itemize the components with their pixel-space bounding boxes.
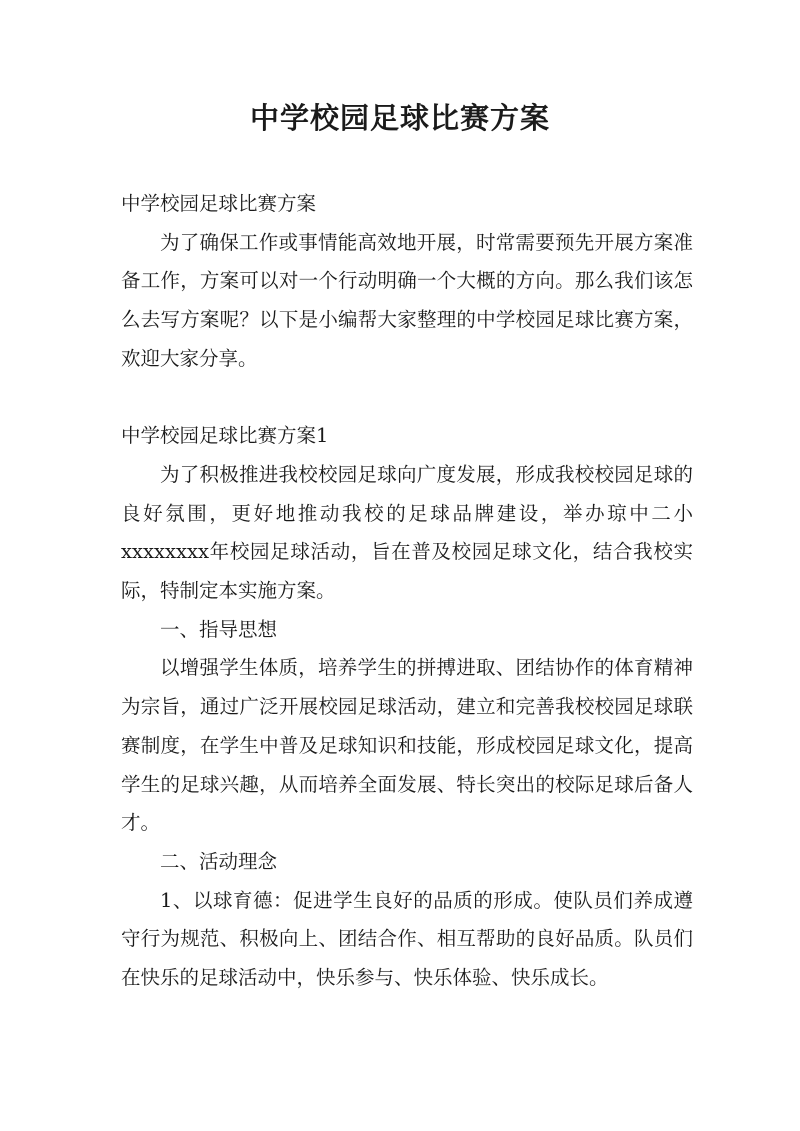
section1-paragraph: 为了积极推进我校校园足球向广度发展，形成我校校园足球的良好氛围，更好地推动我校的足球品牌建设，举办琼中二小xxxxxxxx年校园足球活动，旨在普及校园足球文化，结合我校实际，特制定本实施方案。 xyxy=(121,462,693,603)
intro-paragraph: 为了确保工作或事情能高效地开展，时常需要预先开展方案准备工作，方案可以对一个行动明确一个大概的方向。那么我们该怎么去写方案呢？以下是小编帮大家整理的中学校园足球比赛方案，欢迎大家分享。 xyxy=(121,230,693,370)
guiding-heading: 一、指导思想 xyxy=(160,617,278,641)
section1-heading: 中学校园足球比赛方案1 xyxy=(121,424,329,448)
guiding-paragraph: 以增强学生体质，培养学生的拼搏进取、团结协作的体育精神为宗旨，通过广泛开展校园足球活动，建立和完善我校校园足球联赛制度，在学生中普及足球知识和技能，形成校园足球文化，提高学生的足球兴趣，从而培养全面发展、特长突出的校际足球后备人才。 xyxy=(121,656,693,835)
paragraph-spacer xyxy=(121,379,693,418)
document-title: 中学校园足球比赛方案 xyxy=(249,101,550,135)
concept-item-1: 1、以球育德：促进学生良好的品质的形成。使队员们养成遵守行为规范、积极向上、团结合作、相互帮助的良好品质。队员们在快乐的足球活动中，快乐参与、快乐体验、快乐成长。 xyxy=(121,888,693,990)
concept-heading: 二、活动理念 xyxy=(160,849,278,873)
intro-heading: 中学校园足球比赛方案 xyxy=(121,192,317,215)
document-body xyxy=(121,185,693,998)
